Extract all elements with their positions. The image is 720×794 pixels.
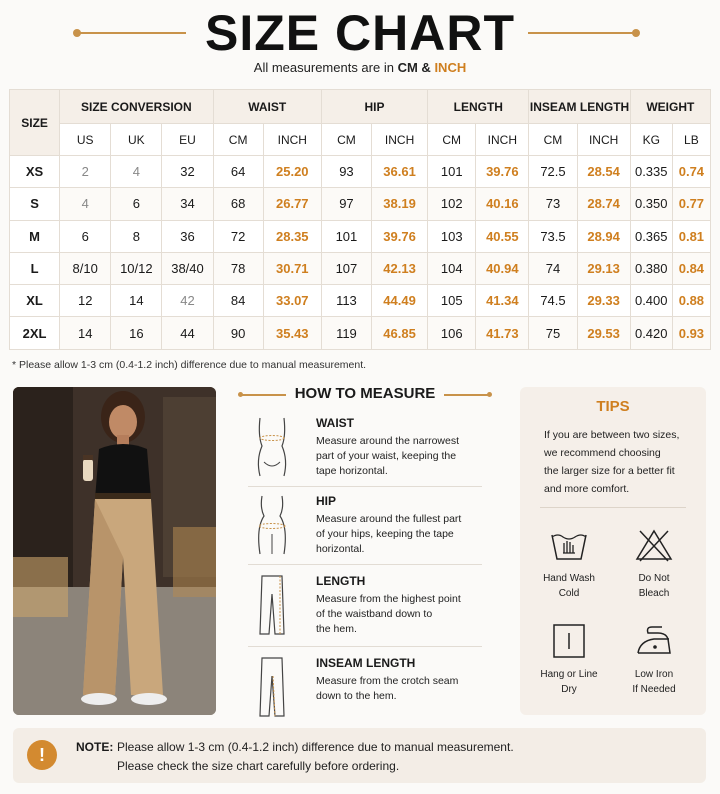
care-label-line: Hang or Line xyxy=(540,669,598,680)
sub-header-waist-inch: INCH xyxy=(263,124,321,156)
cell-us: 12 xyxy=(60,285,111,317)
tips-text-line: and more comfort. xyxy=(544,483,630,495)
cell-us: 4 xyxy=(60,188,111,220)
size-header: SIZE xyxy=(10,90,60,156)
exclamation-icon: ! xyxy=(27,740,57,770)
sub-header-uk: UK xyxy=(111,124,162,156)
subtitle-cm: CM xyxy=(397,60,418,75)
cell-waist-cm: 64 xyxy=(213,156,263,188)
measure-length-desc-line: of the waistband down to xyxy=(316,608,433,620)
cell-hip-inch: 44.49 xyxy=(372,285,428,317)
group-header-length: LENGTH xyxy=(428,90,529,124)
care-label-line: Do Not xyxy=(638,573,670,584)
page-subtitle xyxy=(0,60,720,75)
cell-waist-cm: 72 xyxy=(213,220,263,252)
cell-length-inch: 40.55 xyxy=(476,220,529,252)
cell-length-cm: 106 xyxy=(428,317,476,349)
care-label-line: Cold xyxy=(558,588,580,599)
measure-length-text xyxy=(316,574,482,637)
cell-hip-inch: 38.19 xyxy=(372,188,428,220)
measure-hip-desc-line: Measure around the fullest part xyxy=(316,513,462,525)
sub-header-us: US xyxy=(60,124,111,156)
cell-hip-cm: 97 xyxy=(321,188,371,220)
cell-waist-inch: 30.71 xyxy=(263,252,321,284)
cell-uk: 14 xyxy=(111,285,162,317)
care-line-dry-label xyxy=(524,667,614,697)
cell-inseam-cm: 74 xyxy=(529,252,577,284)
cell-hip-inch: 42.13 xyxy=(372,252,428,284)
care-hand-wash xyxy=(524,527,614,601)
cell-size: 2XL xyxy=(10,317,60,349)
care-label-line: If Needed xyxy=(632,684,676,695)
line-dry-icon xyxy=(549,623,589,659)
size-table-body xyxy=(10,156,711,350)
deco-dot-right xyxy=(632,29,640,37)
subtitle-amp: & xyxy=(421,60,431,75)
cell-hip-cm: 101 xyxy=(321,220,371,252)
cell-kg: 0.350 xyxy=(630,188,672,220)
cell-length-cm: 105 xyxy=(428,285,476,317)
deco-line-right xyxy=(528,32,636,34)
care-low-iron-label xyxy=(609,667,699,697)
tips-title: TIPS xyxy=(596,398,630,415)
measure-waist-desc-line: Measure around the narrowest xyxy=(316,435,459,447)
cell-inseam-inch: 29.53 xyxy=(577,317,630,349)
sub-header-inseam-inch: INCH xyxy=(577,124,630,156)
size-row-l xyxy=(10,252,711,284)
cell-kg: 0.335 xyxy=(630,156,672,188)
cell-waist-inch: 28.35 xyxy=(263,220,321,252)
cell-inseam-cm: 72.5 xyxy=(529,156,577,188)
footnote: * Please allow 1-3 cm (0.4-1.2 inch) difference due to manual measurement. xyxy=(12,359,367,371)
cell-hip-inch: 39.76 xyxy=(372,220,428,252)
care-label-line: Hand Wash xyxy=(543,573,595,584)
cell-kg: 0.365 xyxy=(630,220,672,252)
page-title: SIZE CHART xyxy=(205,5,515,61)
care-label-line: Dry xyxy=(561,684,577,695)
pants-inseam-icon xyxy=(252,656,292,718)
size-row-m xyxy=(10,220,711,252)
measure-waist-desc xyxy=(316,434,482,479)
low-iron-icon xyxy=(634,623,674,659)
measure-inseam-desc-line: down to the hem. xyxy=(316,690,397,702)
cell-eu: 42 xyxy=(162,285,213,317)
no-bleach-icon xyxy=(634,527,674,563)
cell-lb: 0.74 xyxy=(672,156,710,188)
cell-hip-cm: 113 xyxy=(321,285,371,317)
cell-length-cm: 101 xyxy=(428,156,476,188)
measure-waist-name: WAIST xyxy=(316,416,354,430)
hip-diagram-icon xyxy=(252,494,292,556)
cell-length-inch: 39.76 xyxy=(476,156,529,188)
cell-hip-cm: 93 xyxy=(321,156,371,188)
cell-size: L xyxy=(10,252,60,284)
cell-hip-cm: 107 xyxy=(321,252,371,284)
cell-size: XS xyxy=(10,156,60,188)
tips-panel xyxy=(520,387,706,715)
cell-waist-inch: 25.20 xyxy=(263,156,321,188)
pants-length-icon xyxy=(252,574,292,636)
cell-uk: 10/12 xyxy=(111,252,162,284)
sub-header-length-inch: INCH xyxy=(476,124,529,156)
cell-us: 6 xyxy=(60,220,111,252)
hand-wash-icon xyxy=(549,527,589,563)
cell-inseam-cm: 74.5 xyxy=(529,285,577,317)
sub-header-lb: LB xyxy=(672,124,710,156)
cell-waist-cm: 78 xyxy=(213,252,263,284)
cell-uk: 4 xyxy=(111,156,162,188)
measure-hip-text xyxy=(316,494,482,557)
cell-size: M xyxy=(10,220,60,252)
how-to-measure-header xyxy=(238,385,492,405)
title-row xyxy=(0,6,720,60)
measure-hip-desc xyxy=(316,512,482,557)
sub-header-kg: KG xyxy=(630,124,672,156)
cell-waist-inch: 33.07 xyxy=(263,285,321,317)
cell-uk: 6 xyxy=(111,188,162,220)
cell-hip-cm: 119 xyxy=(321,317,371,349)
note-line-2: Please check the size chart carefully before ordering. xyxy=(117,759,400,773)
cell-kg: 0.380 xyxy=(630,252,672,284)
measure-divider xyxy=(248,564,482,565)
group-header-inseam-length: INSEAM LENGTH xyxy=(529,90,630,124)
group-header-weight: WEIGHT xyxy=(630,90,710,124)
measure-inseam-desc xyxy=(316,674,482,704)
cell-hip-inch: 36.61 xyxy=(372,156,428,188)
measure-hip-desc-line: of your hips, keeping the tape xyxy=(316,528,454,540)
sub-header-eu: EU xyxy=(162,124,213,156)
note-label: NOTE: xyxy=(76,740,114,754)
measure-divider xyxy=(248,486,482,487)
cell-lb: 0.93 xyxy=(672,317,710,349)
tips-text xyxy=(544,426,694,498)
product-photo xyxy=(13,387,216,715)
care-label-line: Bleach xyxy=(638,588,670,599)
cell-waist-inch: 26.77 xyxy=(263,188,321,220)
group-header-hip: HIP xyxy=(321,90,427,124)
cell-inseam-cm: 75 xyxy=(529,317,577,349)
size-row-xs xyxy=(10,156,711,188)
cell-kg: 0.400 xyxy=(630,285,672,317)
tips-text-line: If you are between two sizes, xyxy=(544,429,680,441)
measure-length-desc xyxy=(316,592,482,637)
measure-length-name: LENGTH xyxy=(316,574,366,588)
cell-lb: 0.84 xyxy=(672,252,710,284)
subtitle-prefix: All measurements are in xyxy=(253,60,394,75)
care-low-iron xyxy=(609,623,699,697)
cell-lb: 0.88 xyxy=(672,285,710,317)
cell-inseam-cm: 73 xyxy=(529,188,577,220)
cell-eu: 36 xyxy=(162,220,213,252)
sub-header-hip-cm: CM xyxy=(321,124,371,156)
cell-eu: 32 xyxy=(162,156,213,188)
cell-length-cm: 102 xyxy=(428,188,476,220)
size-row-s xyxy=(10,188,711,220)
cell-eu: 38/40 xyxy=(162,252,213,284)
size-row-xl xyxy=(10,285,711,317)
size-row-2xl xyxy=(10,317,711,349)
care-line-dry xyxy=(524,623,614,697)
product-photo-illustration xyxy=(13,387,216,715)
cell-lb: 0.77 xyxy=(672,188,710,220)
cell-length-inch: 40.16 xyxy=(476,188,529,220)
waist-diagram-icon xyxy=(252,416,292,478)
cell-waist-inch: 35.43 xyxy=(263,317,321,349)
cell-inseam-inch: 29.33 xyxy=(577,285,630,317)
measure-waist-desc-line: part of your waist, keeping the xyxy=(316,450,457,462)
cell-inseam-inch: 28.94 xyxy=(577,220,630,252)
sub-header-waist-cm: CM xyxy=(213,124,263,156)
note-banner xyxy=(13,728,706,783)
cell-uk: 16 xyxy=(111,317,162,349)
care-hand-wash-label xyxy=(524,571,614,601)
cell-kg: 0.420 xyxy=(630,317,672,349)
cell-length-inch: 41.73 xyxy=(476,317,529,349)
measure-inseam-desc-line: Measure from the crotch seam xyxy=(316,675,459,687)
care-no-bleach-label xyxy=(609,571,699,601)
size-table xyxy=(9,89,711,350)
tips-text-line: we recommend choosing xyxy=(544,447,661,459)
cell-uk: 8 xyxy=(111,220,162,252)
care-label-line: Low Iron xyxy=(634,669,674,680)
sub-header-hip-inch: INCH xyxy=(372,124,428,156)
cell-size: XL xyxy=(10,285,60,317)
cell-eu: 34 xyxy=(162,188,213,220)
measure-inseam-name: INSEAM LENGTH xyxy=(316,656,416,670)
measure-divider xyxy=(248,646,482,647)
measure-length-desc-line: Measure from the highest point xyxy=(316,593,461,605)
cell-inseam-inch: 28.54 xyxy=(577,156,630,188)
measure-waist-desc-line: tape horizontal. xyxy=(316,465,388,477)
note-line-1: Please allow 1-3 cm (0.4-1.2 inch) difference due to manual measurement. xyxy=(117,740,514,754)
measure-hip-desc-line: horizontal. xyxy=(316,543,365,555)
care-no-bleach xyxy=(609,527,699,601)
cell-lb: 0.81 xyxy=(672,220,710,252)
subtitle-inch: INCH xyxy=(434,60,467,75)
cell-waist-cm: 68 xyxy=(213,188,263,220)
measure-length-desc-line: the hem. xyxy=(316,623,357,635)
sub-header-inseam-cm: CM xyxy=(529,124,577,156)
cell-eu: 44 xyxy=(162,317,213,349)
tips-text-line: the larger size for a better fit xyxy=(544,465,675,477)
cell-length-cm: 103 xyxy=(428,220,476,252)
tips-divider xyxy=(540,507,686,508)
measure-deco-line-right xyxy=(444,394,488,396)
sub-header-length-cm: CM xyxy=(428,124,476,156)
group-header-size-conversion: SIZE CONVERSION xyxy=(60,90,213,124)
cell-waist-cm: 90 xyxy=(213,317,263,349)
measure-waist-text xyxy=(316,416,482,479)
cell-inseam-cm: 73.5 xyxy=(529,220,577,252)
cell-us: 8/10 xyxy=(60,252,111,284)
cell-us: 2 xyxy=(60,156,111,188)
how-to-measure-title: HOW TO MEASURE xyxy=(294,385,436,402)
cell-length-inch: 41.34 xyxy=(476,285,529,317)
group-header-waist: WAIST xyxy=(213,90,321,124)
cell-inseam-inch: 29.13 xyxy=(577,252,630,284)
measure-deco-dot-right xyxy=(487,392,492,397)
measure-inseam-text xyxy=(316,656,482,704)
cell-waist-cm: 84 xyxy=(213,285,263,317)
cell-size: S xyxy=(10,188,60,220)
cell-length-cm: 104 xyxy=(428,252,476,284)
cell-us: 14 xyxy=(60,317,111,349)
cell-length-inch: 40.94 xyxy=(476,252,529,284)
cell-hip-inch: 46.85 xyxy=(372,317,428,349)
cell-inseam-inch: 28.74 xyxy=(577,188,630,220)
measure-hip-name: HIP xyxy=(316,494,337,508)
